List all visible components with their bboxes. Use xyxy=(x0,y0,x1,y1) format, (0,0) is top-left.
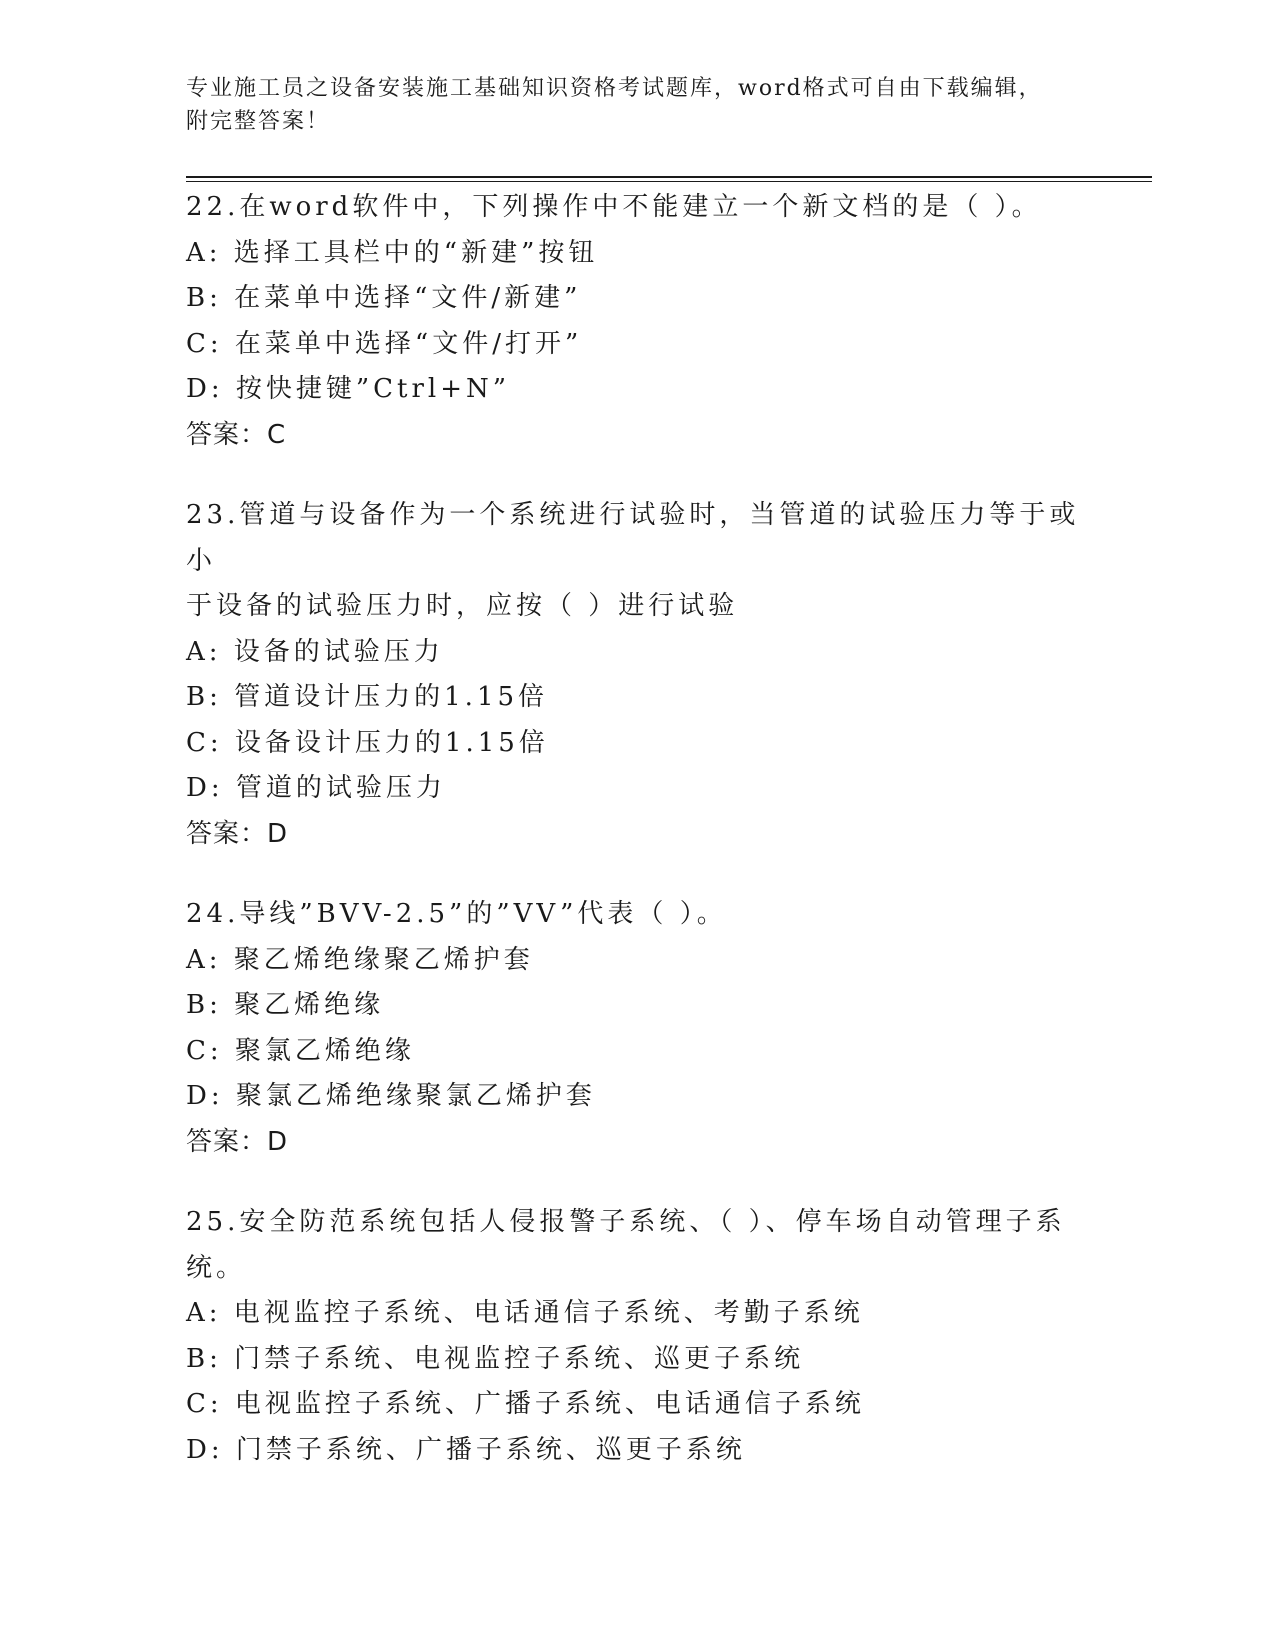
option-d: D: 按快捷键”Ctrl+N” xyxy=(186,374,511,404)
option-b: B: 管道设计压力的1.15倍 xyxy=(186,682,549,712)
option-a: A: 设备的试验压力 xyxy=(186,636,444,667)
option-a: A: 电视监控子系统、电话通信子系统、考勤子系统 xyxy=(186,1298,864,1328)
question-stem: 22.在word软件中，下列操作中不能建立一个新文档的是（ ）。 xyxy=(186,192,1042,222)
question-stem-line-1: 23.管道与设备作为一个系统进行试验时，当管道的试验压力等于或小 xyxy=(186,500,1080,576)
option-c: C: 聚氯乙烯绝缘 xyxy=(186,1035,415,1066)
question-25 xyxy=(186,1200,1086,1473)
option-c: C: 设备设计压力的1.15倍 xyxy=(186,727,549,758)
question-stem-line-1: 25.安全防范系统包括人侵报警子系统、（ ）、停车场自动管理子系 xyxy=(186,1207,1066,1237)
answer-label: 答案：D xyxy=(186,1126,289,1157)
header-divider-thin xyxy=(186,181,1152,182)
question-22 xyxy=(186,185,1086,458)
answer-label: 答案：C xyxy=(186,419,287,450)
document-header xyxy=(186,72,1066,138)
option-a: A: 选择工具栏中的“新建”按钮 xyxy=(186,237,599,268)
header-divider-thick xyxy=(186,176,1152,178)
option-c: C: 电视监控子系统、广播子系统、电话通信子系统 xyxy=(186,1389,865,1419)
option-a: A: 聚乙烯绝缘聚乙烯护套 xyxy=(186,944,534,975)
question-stem-line-2: 统。 xyxy=(186,1252,247,1283)
question-24 xyxy=(186,892,1086,1165)
question-23 xyxy=(186,493,1086,857)
option-b: B: 在菜单中选择“文件/新建” xyxy=(186,283,582,313)
option-c: C: 在菜单中选择“文件/打开” xyxy=(186,328,583,359)
question-list xyxy=(186,185,1086,1508)
header-line-2: 附完整答案！ xyxy=(186,109,331,134)
answer-label: 答案：D xyxy=(186,818,289,849)
option-d: D: 管道的试验压力 xyxy=(186,773,446,803)
option-b: B: 门禁子系统、电视监控子系统、巡更子系统 xyxy=(186,1343,805,1374)
question-stem: 24.导线”BVV-2.5”的”VV”代表（ ）。 xyxy=(186,899,727,929)
option-b: B: 聚乙烯绝缘 xyxy=(186,990,385,1020)
header-line-1: 专业施工员之设备安装施工基础知识资格考试题库，word格式可自由下载编辑， xyxy=(186,76,1043,101)
option-d: D: 聚氯乙烯绝缘聚氯乙烯护套 xyxy=(186,1081,596,1111)
question-stem-line-2: 于设备的试验压力时，应按（ ）进行试验 xyxy=(186,591,739,621)
option-d: D: 门禁子系统、广播子系统、巡更子系统 xyxy=(186,1434,746,1465)
